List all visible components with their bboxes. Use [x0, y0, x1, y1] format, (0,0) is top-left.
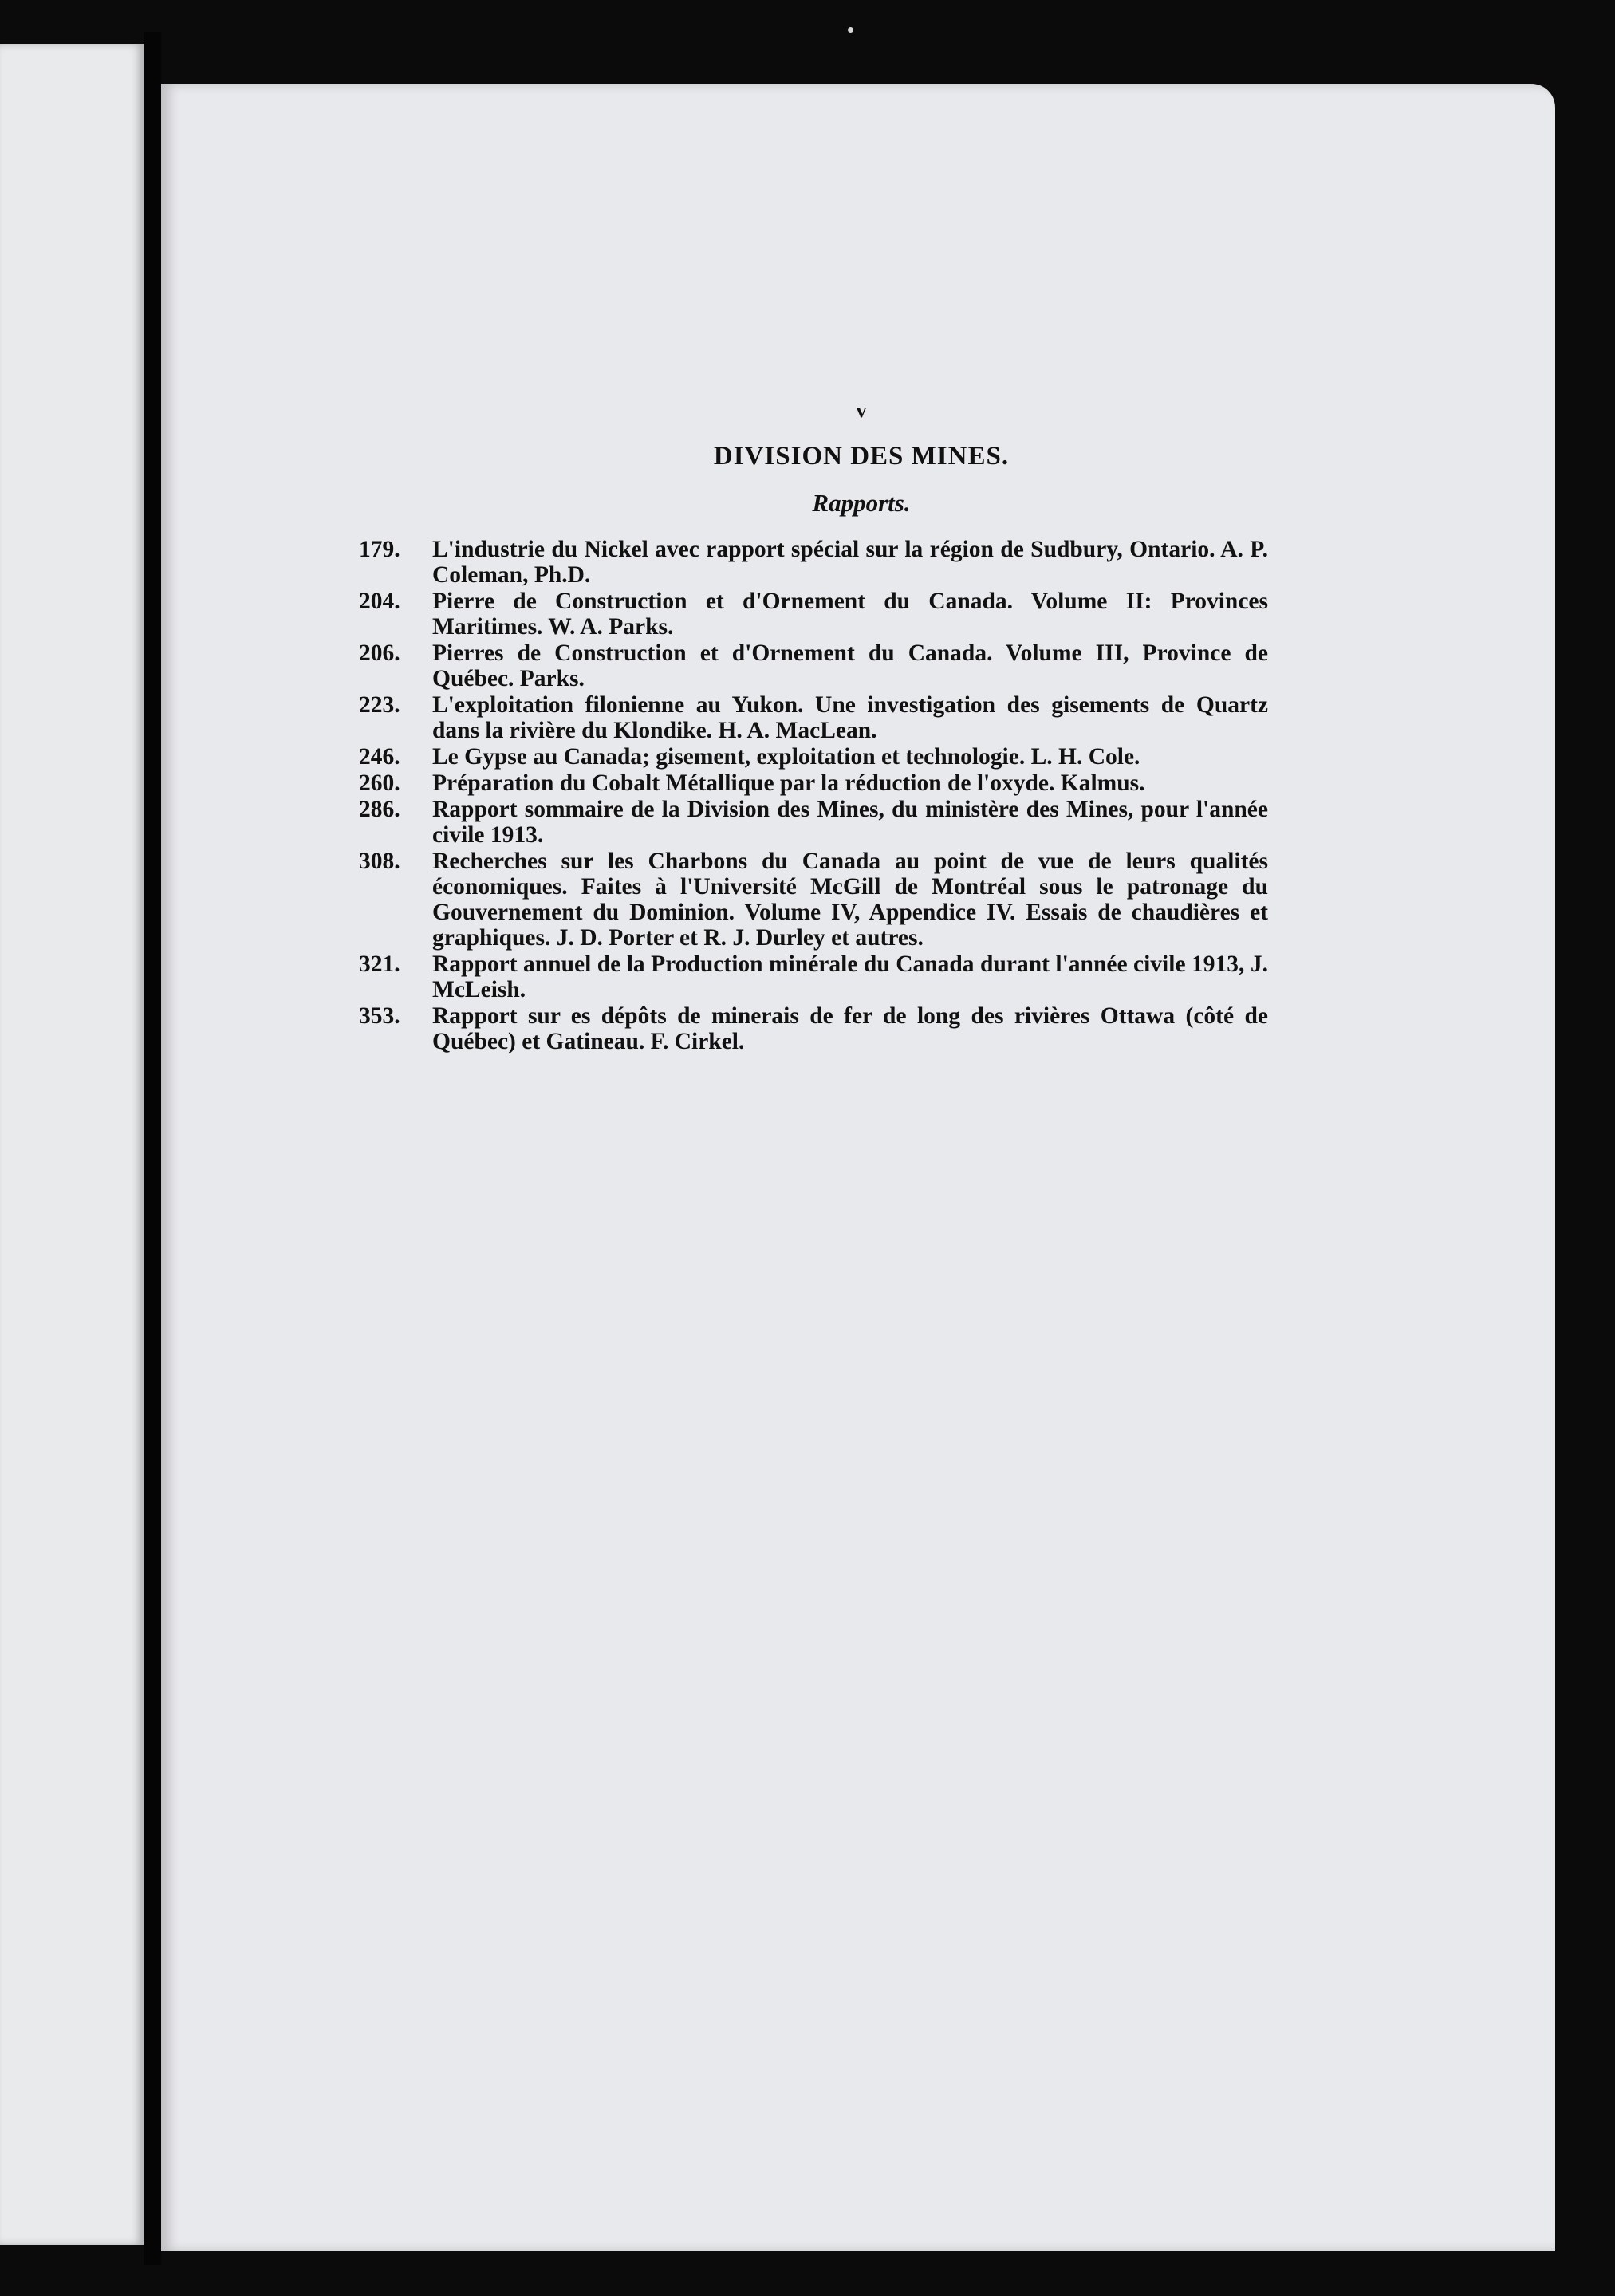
dust-speck — [848, 27, 853, 33]
page-content — [359, 399, 1268, 1055]
report-title: Rapport sommaire de la Division des Mines, du ministère des Mines, pour l'année civile 1913. — [432, 797, 1268, 848]
left-page-edge — [0, 44, 144, 2245]
report-number: 260. — [359, 770, 400, 796]
report-entry — [359, 692, 1268, 743]
page-number: v — [856, 399, 867, 422]
report-number: 286. — [359, 797, 400, 822]
section-title: Rapports. — [812, 489, 911, 517]
division-title: DIVISION DES MINES. — [713, 442, 1010, 471]
report-entry — [359, 770, 1268, 796]
report-number: 353. — [359, 1003, 400, 1029]
report-list — [359, 537, 1268, 1054]
report-number: 204. — [359, 589, 400, 614]
report-title: L'exploitation filonienne au Yukon. Une investigation des gisements de Quartz dans la rivière du Klondike. H. A. MacLean. — [432, 692, 1268, 743]
report-title: Recherches sur les Charbons du Canada au point de vue de leurs qualités économiques. Faites à l'Université McGill de Montréal sous le patronage du Gouvernement du Dominion. Volume IV, Appendice IV. Essais de chaudières et graphiques. J. D. Porter et R. J. Durley et autres. — [432, 849, 1268, 951]
report-number: 308. — [359, 849, 400, 874]
report-title: Pierre de Construction et d'Ornement du Canada. Volume II: Provinces Maritimes. W. A. Parks. — [432, 589, 1268, 640]
report-entry — [359, 640, 1268, 691]
report-title: Préparation du Cobalt Métallique par la réduction de l'oxyde. Kalmus. — [432, 770, 1145, 796]
report-entry — [359, 797, 1268, 848]
report-title: Rapport sur es dépôts de minerais de fer de long des rivières Ottawa (côté de Québec) et Gatineau. F. Cirkel. — [432, 1003, 1268, 1054]
report-entry — [359, 589, 1268, 640]
report-entry — [359, 1003, 1268, 1054]
report-entry — [359, 951, 1268, 1002]
report-title: L'industrie du Nickel avec rapport spécial sur la région de Sudbury, Ontario. A. P. Coleman, Ph.D. — [432, 537, 1268, 588]
report-entry — [359, 744, 1268, 770]
report-title: Le Gypse au Canada; gisement, exploitation et technologie. L. H. Cole. — [432, 744, 1140, 770]
report-number: 223. — [359, 692, 400, 718]
report-entry — [359, 849, 1268, 951]
book-spine — [144, 32, 161, 2265]
report-number: 179. — [359, 537, 400, 562]
report-number: 321. — [359, 951, 400, 977]
report-title: Pierres de Construction et d'Ornement du Canada. Volume III, Province de Québec. Parks. — [432, 640, 1268, 691]
report-title: Rapport annuel de la Production minérale du Canada durant l'année civile 1913, J. McLeish. — [432, 951, 1268, 1002]
report-entry — [359, 537, 1268, 588]
report-number: 246. — [359, 744, 400, 770]
report-number: 206. — [359, 640, 400, 666]
